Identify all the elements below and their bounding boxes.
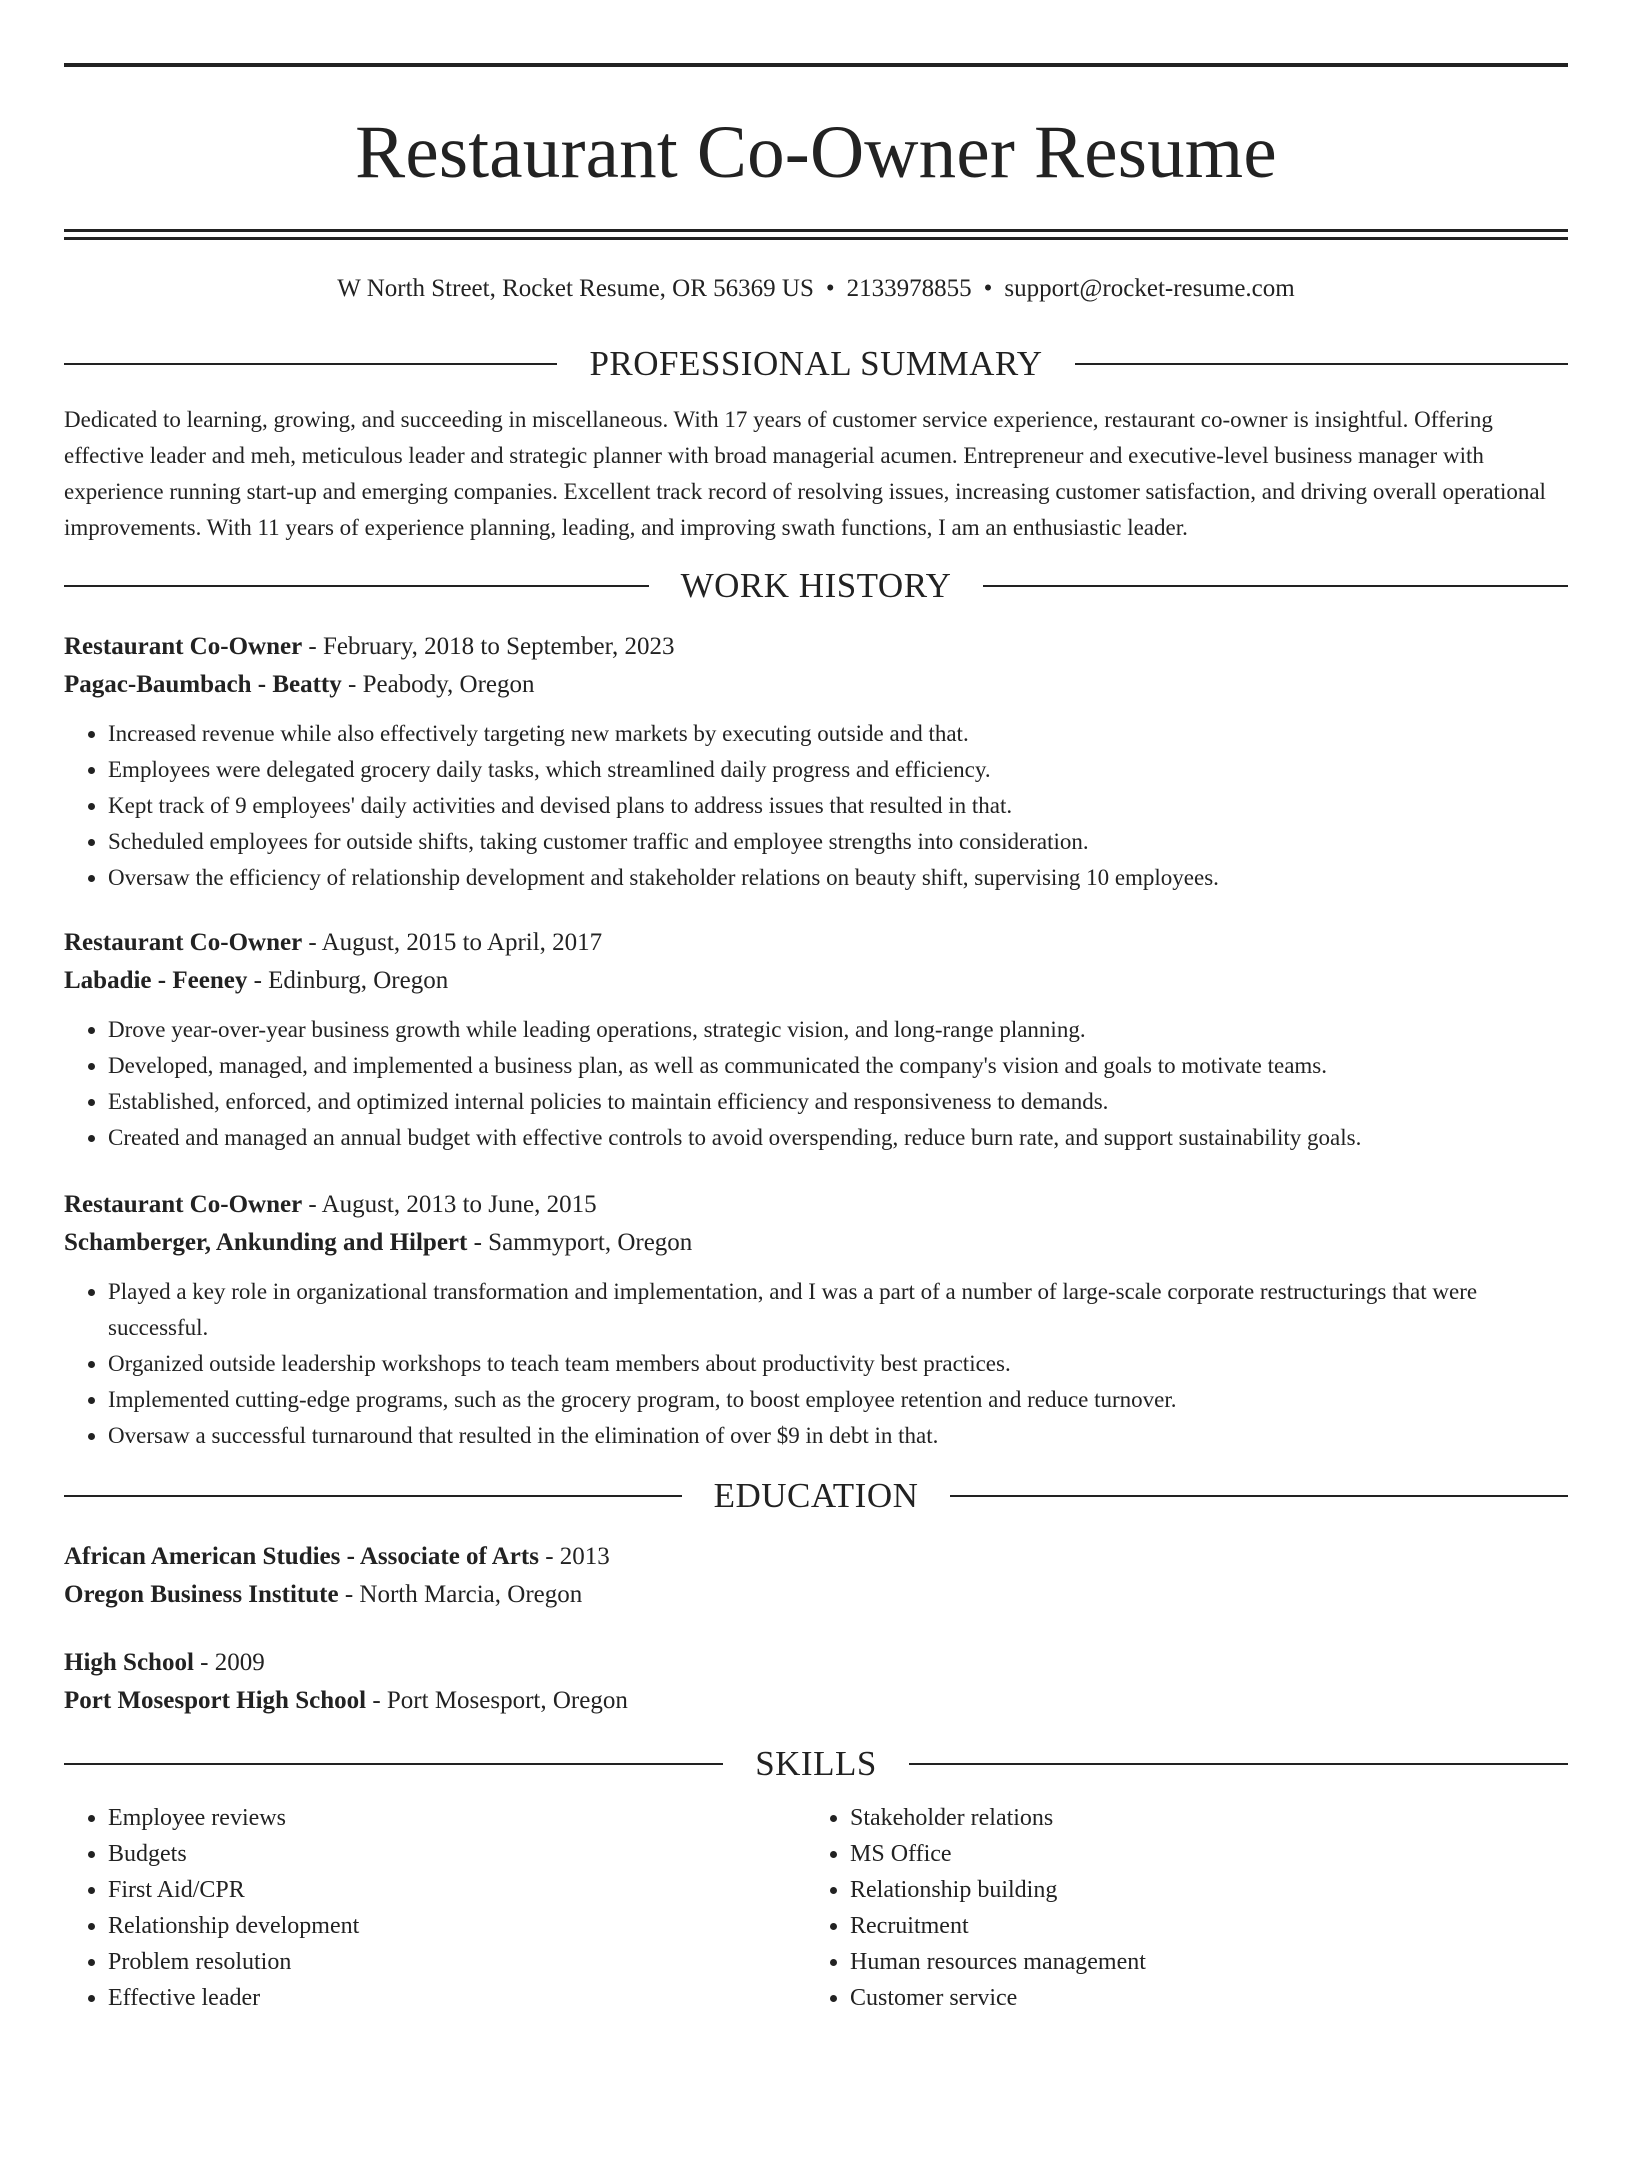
job-entry	[64, 628, 1568, 896]
skill-item: • First Aid/CPR	[108, 1872, 806, 1908]
education-degree: High School	[64, 1649, 194, 1676]
heading-rule-left	[64, 363, 557, 365]
section-title: SKILLS	[755, 1744, 877, 1783]
contact-separator: •	[825, 275, 835, 302]
skills-column-left	[64, 1800, 806, 2016]
contact-line	[64, 274, 1568, 304]
heading-rule-left	[64, 1763, 723, 1765]
contact-address: W North Street, Rocket Resume, OR 56369 US	[337, 275, 814, 302]
heading-rule-right	[983, 585, 1568, 587]
list-item: • Scheduled employees for outside shifts, taking customer traffic and employee strengths into consideration.	[108, 824, 1568, 860]
skill-item: • Employee reviews	[108, 1800, 806, 1836]
skill-item: • Relationship building	[850, 1872, 1548, 1908]
list-item: • Oversaw the efficiency of relationship development and stakeholder relations on beauty shift, supervising 10 employees.	[108, 860, 1568, 896]
job-company: Labadie - Feeney	[64, 967, 248, 994]
education-location: - Port Mosesport, Oregon	[366, 1687, 628, 1714]
contact-phone: 2133978855	[846, 275, 972, 302]
section-heading-education	[64, 1476, 1568, 1516]
education-school-line	[64, 1576, 1568, 1614]
education-degree-line	[64, 1644, 1568, 1682]
skill-item: • Relationship development	[108, 1908, 806, 1944]
job-location: - Edinburg, Oregon	[247, 967, 449, 994]
section-title: PROFESSIONAL SUMMARY	[589, 344, 1043, 383]
skill-item: • Problem resolution	[108, 1944, 806, 1980]
heading-rule-left	[64, 1495, 682, 1497]
list-item: • Oversaw a successful turnaround that resulted in the elimination of over $9 in debt in that.	[108, 1418, 1568, 1454]
education-degree-line	[64, 1538, 1568, 1576]
list-item: • Created and managed an annual budget with effective controls to avoid overspending, reduce burn rate, and support sustainability goals.	[108, 1120, 1568, 1156]
section-heading-work	[64, 566, 1568, 606]
list-item: • Kept track of 9 employees' daily activities and devised plans to address issues that resulted in that.	[108, 788, 1568, 824]
education-school: Oregon Business Institute	[64, 1581, 339, 1608]
list-item: • Organized outside leadership workshops to teach team members about productivity best practices.	[108, 1346, 1568, 1382]
section-title: WORK HISTORY	[680, 566, 952, 605]
skill-item: • Recruitment	[850, 1908, 1548, 1944]
job-dates: - August, 2013 to June, 2015	[302, 1191, 597, 1218]
contact-email: support@rocket-resume.com	[1004, 275, 1295, 302]
education-entry	[64, 1644, 1568, 1720]
job-role-line	[64, 924, 1568, 962]
skill-item: • MS Office	[850, 1836, 1548, 1872]
list-item: • Employees were delegated grocery daily tasks, which streamlined daily progress and efficiency.	[108, 752, 1568, 788]
job-company-line	[64, 666, 1568, 704]
education-entry	[64, 1538, 1568, 1614]
list-item: • Drove year-over-year business growth while leading operations, strategic vision, and long-range planning.	[108, 1012, 1568, 1048]
education-location: - North Marcia, Oregon	[338, 1581, 583, 1608]
summary-paragraph: Dedicated to learning, growing, and succeeding in miscellaneous. With 17 years of customer service experience, restaurant co-owner is insightful. Offering effective leader and meh, meticulous leader and strategic planner with broad managerial acumen. Entrepreneur and executive-level business manager with experience running start-up and emerging companies. Excellent track record of resolving issues, increasing customer satisfaction, and driving overall operational improvements. With 11 years of experience planning, leading, and improving swath functions, I am an enthusiastic leader.	[64, 407, 1546, 540]
skill-item: • Effective leader	[108, 1980, 806, 2016]
list-item: • Implemented cutting-edge programs, such as the grocery program, to boost employee retention and reduce turnover.	[108, 1382, 1568, 1418]
education-year: - 2013	[538, 1543, 610, 1570]
skill-item: • Customer service	[850, 1980, 1548, 2016]
heading-rule-right	[1075, 363, 1568, 365]
job-role: Restaurant Co-Owner	[64, 633, 303, 660]
job-entry	[64, 1186, 1568, 1454]
header-top-rule	[64, 63, 1568, 67]
list-item: • Developed, managed, and implemented a business plan, as well as communicated the company's vision and goals to motivate teams.	[108, 1048, 1568, 1084]
education-school: Port Mosesport High School	[64, 1687, 367, 1714]
resume-page	[0, 63, 1632, 2175]
education-school-line	[64, 1682, 1568, 1720]
skill-item: • Human resources management	[850, 1944, 1548, 1980]
section-title: EDUCATION	[713, 1476, 919, 1515]
job-company-line	[64, 962, 1568, 1000]
section-heading-summary	[64, 344, 1568, 384]
job-company-line	[64, 1224, 1568, 1262]
heading-rule-left	[64, 585, 649, 587]
job-bullets	[64, 1012, 1568, 1156]
job-role: Restaurant Co-Owner	[64, 1191, 303, 1218]
job-entry	[64, 924, 1568, 1156]
contact-separator: •	[983, 275, 993, 302]
job-role: Restaurant Co-Owner	[64, 929, 303, 956]
skills-grid	[64, 1800, 1568, 2016]
job-company: Schamberger, Ankunding and Hilpert	[64, 1229, 468, 1256]
list-item: • Increased revenue while also effectively targeting new markets by executing outside and that.	[108, 716, 1568, 752]
education-degree: African American Studies - Associate of Arts	[64, 1543, 539, 1570]
heading-rule-right	[950, 1495, 1568, 1497]
skills-column-right	[806, 1800, 1548, 2016]
job-bullets	[64, 716, 1568, 896]
skill-item: • Stakeholder relations	[850, 1800, 1548, 1836]
job-role-line	[64, 1186, 1568, 1224]
job-location: - Peabody, Oregon	[341, 671, 535, 698]
heading-rule-right	[909, 1763, 1568, 1765]
job-dates: - August, 2015 to April, 2017	[302, 929, 603, 956]
job-company: Pagac-Baumbach - Beatty	[64, 671, 342, 698]
job-location: - Sammyport, Oregon	[467, 1229, 693, 1256]
header-double-rule	[64, 229, 1568, 240]
resume-title: Restaurant Co-Owner Resume	[355, 111, 1277, 194]
job-role-line	[64, 628, 1568, 666]
section-heading-skills	[64, 1744, 1568, 1784]
job-bullets	[64, 1274, 1568, 1454]
education-year: - 2009	[193, 1649, 265, 1676]
list-item: • Established, enforced, and optimized internal policies to maintain efficiency and responsiveness to demands.	[108, 1084, 1568, 1120]
skill-item: • Budgets	[108, 1836, 806, 1872]
job-dates: - February, 2018 to September, 2023	[302, 633, 675, 660]
list-item: • Played a key role in organizational transformation and implementation, and I was a part of a number of large-scale corporate restructurings that were successful.	[108, 1274, 1568, 1346]
